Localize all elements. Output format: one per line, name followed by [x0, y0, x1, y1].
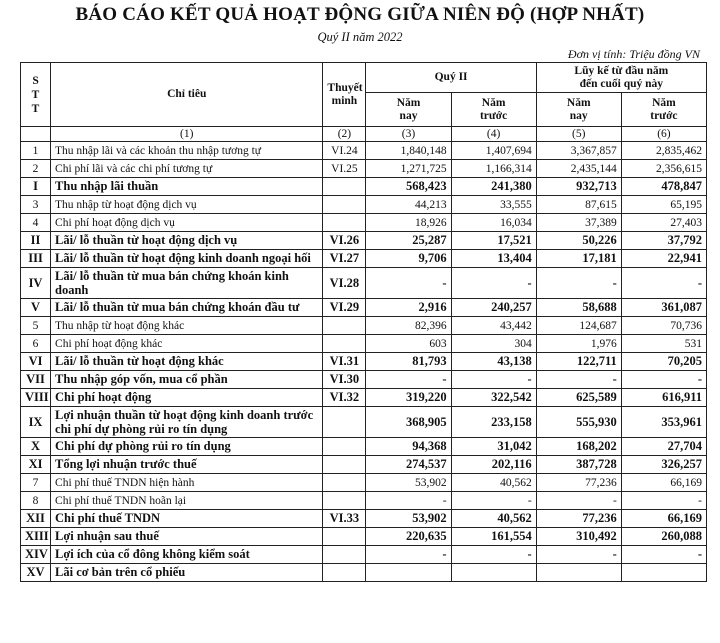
row-quarter-last-year: 202,116: [451, 456, 536, 474]
row-quarter-this-year: 1,840,148: [366, 142, 451, 160]
row-ytd-last-year: 361,087: [621, 299, 706, 317]
table-row: [21, 371, 707, 389]
row-quarter-this-year: -: [366, 371, 451, 389]
table-row: [21, 438, 707, 456]
row-note: [323, 407, 366, 438]
table-row: [21, 214, 707, 232]
row-ytd-last-year: 616,911: [621, 389, 706, 407]
row-ytd-last-year: 27,403: [621, 214, 706, 232]
table-row: [21, 250, 707, 268]
row-indicator: Chi phí thuế TNDN hiện hành: [51, 474, 323, 492]
row-quarter-last-year: -: [451, 492, 536, 510]
row-stt: II: [21, 232, 51, 250]
row-quarter-this-year: 220,635: [366, 528, 451, 546]
row-note: VI.26: [323, 232, 366, 250]
row-ytd-this-year: -: [536, 268, 621, 299]
column-number: (4): [451, 127, 536, 142]
row-quarter-this-year: 18,926: [366, 214, 451, 232]
row-ytd-last-year: 66,169: [621, 510, 706, 528]
row-ytd-this-year: 168,202: [536, 438, 621, 456]
row-quarter-this-year: 603: [366, 335, 451, 353]
row-ytd-last-year: 70,736: [621, 317, 706, 335]
row-ytd-this-year: 2,435,144: [536, 160, 621, 178]
row-note: [323, 214, 366, 232]
row-indicator: Lãi/ lỗ thuần từ hoạt động kinh doanh ngoại hối: [51, 250, 323, 268]
row-stt: I: [21, 178, 51, 196]
row-indicator: Lợi nhuận thuần từ hoạt động kinh doanh trước chi phí dự phòng rủi ro tín dụng: [51, 407, 323, 438]
row-indicator: Thu nhập từ hoạt động dịch vụ: [51, 196, 323, 214]
row-indicator: Lợi ích của cổ đông không kiểm soát: [51, 546, 323, 564]
row-ytd-last-year: [621, 564, 706, 582]
row-quarter-last-year: 33,555: [451, 196, 536, 214]
row-indicator: Thu nhập lãi thuần: [51, 178, 323, 196]
row-quarter-this-year: 368,905: [366, 407, 451, 438]
table-row: [21, 268, 707, 299]
row-ytd-this-year: 387,728: [536, 456, 621, 474]
row-ytd-this-year: 77,236: [536, 474, 621, 492]
row-ytd-last-year: 65,195: [621, 196, 706, 214]
row-stt: 7: [21, 474, 51, 492]
table-row: [21, 564, 707, 582]
row-note: [323, 474, 366, 492]
row-ytd-last-year: 260,088: [621, 528, 706, 546]
table-row: [21, 456, 707, 474]
row-quarter-last-year: 240,257: [451, 299, 536, 317]
row-ytd-last-year: 531: [621, 335, 706, 353]
row-note: VI.28: [323, 268, 366, 299]
row-ytd-last-year: 27,704: [621, 438, 706, 456]
row-quarter-last-year: 40,562: [451, 474, 536, 492]
row-ytd-last-year: -: [621, 492, 706, 510]
row-stt: V: [21, 299, 51, 317]
row-note: [323, 492, 366, 510]
row-ytd-last-year: 66,169: [621, 474, 706, 492]
row-indicator: Chi phí thuế TNDN hoãn lại: [51, 492, 323, 510]
row-ytd-this-year: 1,976: [536, 335, 621, 353]
column-number: (3): [366, 127, 451, 142]
column-number: (2): [323, 127, 366, 142]
column-number: [21, 127, 51, 142]
row-quarter-last-year: -: [451, 546, 536, 564]
row-quarter-this-year: 82,396: [366, 317, 451, 335]
column-number: (1): [51, 127, 323, 142]
table-row: [21, 407, 707, 438]
header-y-this-year: Năm nay: [536, 93, 621, 127]
row-ytd-this-year: -: [536, 546, 621, 564]
income-statement-table: [20, 62, 707, 582]
table-row: [21, 317, 707, 335]
header-note: Thuyết minh: [323, 63, 366, 127]
row-quarter-last-year: 161,554: [451, 528, 536, 546]
row-ytd-this-year: 37,389: [536, 214, 621, 232]
row-quarter-this-year: 44,213: [366, 196, 451, 214]
currency-unit: Đơn vị tính: Triệu đồng VN: [567, 47, 700, 61]
row-ytd-last-year: -: [621, 371, 706, 389]
row-stt: XIII: [21, 528, 51, 546]
row-quarter-this-year: 53,902: [366, 474, 451, 492]
table-row: [21, 335, 707, 353]
row-stt: 8: [21, 492, 51, 510]
row-ytd-this-year: 310,492: [536, 528, 621, 546]
row-indicator: Chi phí hoạt động: [51, 389, 323, 407]
row-quarter-last-year: 43,442: [451, 317, 536, 335]
row-indicator: Chi phí lãi và các chi phí tương tự: [51, 160, 323, 178]
header-stt: S T T: [21, 63, 51, 127]
row-indicator: Chi phí hoạt động khác: [51, 335, 323, 353]
row-ytd-last-year: -: [621, 546, 706, 564]
row-indicator: Thu nhập góp vốn, mua cổ phần: [51, 371, 323, 389]
row-stt: 3: [21, 196, 51, 214]
row-indicator: Chi phí hoạt động dịch vụ: [51, 214, 323, 232]
row-quarter-last-year: 304: [451, 335, 536, 353]
row-quarter-this-year: -: [366, 492, 451, 510]
row-stt: X: [21, 438, 51, 456]
report-period: Quý II năm 2022: [317, 30, 403, 44]
header-indicator: Chỉ tiêu: [51, 63, 323, 127]
row-note: [323, 196, 366, 214]
row-stt: VIII: [21, 389, 51, 407]
row-ytd-last-year: -: [621, 268, 706, 299]
row-stt: 2: [21, 160, 51, 178]
row-indicator: Chi phí dự phòng rủi ro tín dụng: [51, 438, 323, 456]
row-note: [323, 456, 366, 474]
row-quarter-this-year: 53,902: [366, 510, 451, 528]
row-stt: IV: [21, 268, 51, 299]
row-ytd-last-year: 22,941: [621, 250, 706, 268]
table-row: [21, 389, 707, 407]
row-quarter-last-year: 40,562: [451, 510, 536, 528]
row-ytd-this-year: 124,687: [536, 317, 621, 335]
row-quarter-this-year: 1,271,725: [366, 160, 451, 178]
row-note: VI.33: [323, 510, 366, 528]
row-quarter-this-year: 319,220: [366, 389, 451, 407]
row-note: VI.31: [323, 353, 366, 371]
row-quarter-this-year: -: [366, 546, 451, 564]
row-note: VI.25: [323, 160, 366, 178]
row-ytd-this-year: -: [536, 371, 621, 389]
report-title: BÁO CÁO KẾT QUẢ HOẠT ĐỘNG GIỮA NIÊN ĐỘ (HỢP NHẤT): [75, 4, 645, 25]
table-row: [21, 232, 707, 250]
row-stt: IX: [21, 407, 51, 438]
row-quarter-this-year: 2,916: [366, 299, 451, 317]
row-indicator: Lãi/ lỗ thuần từ mua bán chứng khoán kinh doanh: [51, 268, 323, 299]
table-row: [21, 546, 707, 564]
table-row: [21, 160, 707, 178]
row-stt: XV: [21, 564, 51, 582]
row-quarter-this-year: 274,537: [366, 456, 451, 474]
row-quarter-last-year: 43,138: [451, 353, 536, 371]
row-quarter-last-year: 322,542: [451, 389, 536, 407]
row-stt: XI: [21, 456, 51, 474]
row-quarter-last-year: 13,404: [451, 250, 536, 268]
table-row: [21, 474, 707, 492]
row-ytd-this-year: 625,589: [536, 389, 621, 407]
row-ytd-this-year: 555,930: [536, 407, 621, 438]
row-note: [323, 317, 366, 335]
row-quarter-last-year: [451, 564, 536, 582]
row-ytd-last-year: 2,356,615: [621, 160, 706, 178]
row-indicator: Thu nhập từ hoạt động khác: [51, 317, 323, 335]
row-ytd-last-year: 326,257: [621, 456, 706, 474]
row-stt: III: [21, 250, 51, 268]
table-row: [21, 528, 707, 546]
row-stt: 5: [21, 317, 51, 335]
row-quarter-this-year: 9,706: [366, 250, 451, 268]
header-quarter: Quý II: [366, 63, 536, 93]
row-quarter-last-year: 31,042: [451, 438, 536, 456]
row-quarter-this-year: 81,793: [366, 353, 451, 371]
row-note: VI.30: [323, 371, 366, 389]
row-stt: XIV: [21, 546, 51, 564]
row-stt: 1: [21, 142, 51, 160]
row-quarter-this-year: 94,368: [366, 438, 451, 456]
row-indicator: Lợi nhuận sau thuế: [51, 528, 323, 546]
row-indicator: Lãi/ lỗ thuần từ hoạt động khác: [51, 353, 323, 371]
row-quarter-last-year: -: [451, 371, 536, 389]
row-quarter-last-year: -: [451, 268, 536, 299]
row-quarter-last-year: 16,034: [451, 214, 536, 232]
row-ytd-last-year: 37,792: [621, 232, 706, 250]
row-stt: 4: [21, 214, 51, 232]
row-note: [323, 335, 366, 353]
row-note: [323, 178, 366, 196]
table-row: [21, 353, 707, 371]
header-q-last-year: Năm trước: [451, 93, 536, 127]
table-row: [21, 492, 707, 510]
column-number-row: [21, 127, 707, 142]
row-ytd-last-year: 70,205: [621, 353, 706, 371]
row-indicator: Chi phí thuế TNDN: [51, 510, 323, 528]
row-ytd-this-year: [536, 564, 621, 582]
row-quarter-this-year: -: [366, 268, 451, 299]
column-number: (6): [621, 127, 706, 142]
row-ytd-this-year: 77,236: [536, 510, 621, 528]
row-quarter-this-year: 25,287: [366, 232, 451, 250]
table-row: [21, 510, 707, 528]
row-ytd-this-year: 50,226: [536, 232, 621, 250]
row-note: [323, 438, 366, 456]
header-ytd: Lũy kế từ đầu năm đến cuối quý này: [536, 63, 706, 93]
row-indicator: Lãi/ lỗ thuần từ mua bán chứng khoán đầu tư: [51, 299, 323, 317]
row-quarter-last-year: 17,521: [451, 232, 536, 250]
row-quarter-last-year: 233,158: [451, 407, 536, 438]
row-stt: VII: [21, 371, 51, 389]
row-note: [323, 528, 366, 546]
row-stt: VI: [21, 353, 51, 371]
table-row: [21, 178, 707, 196]
row-ytd-this-year: 932,713: [536, 178, 621, 196]
row-stt: 6: [21, 335, 51, 353]
row-quarter-last-year: 1,407,694: [451, 142, 536, 160]
row-ytd-this-year: 17,181: [536, 250, 621, 268]
table-row: [21, 196, 707, 214]
column-number: (5): [536, 127, 621, 142]
row-quarter-this-year: [366, 564, 451, 582]
row-quarter-last-year: 1,166,314: [451, 160, 536, 178]
header-q-this-year: Năm nay: [366, 93, 451, 127]
row-note: VI.24: [323, 142, 366, 160]
row-note: VI.27: [323, 250, 366, 268]
row-indicator: Thu nhập lãi và các khoản thu nhập tương tự: [51, 142, 323, 160]
row-note: [323, 564, 366, 582]
row-note: VI.29: [323, 299, 366, 317]
row-ytd-this-year: 122,711: [536, 353, 621, 371]
row-ytd-this-year: 58,688: [536, 299, 621, 317]
table-row: [21, 142, 707, 160]
row-indicator: Lãi/ lỗ thuần từ hoạt động dịch vụ: [51, 232, 323, 250]
row-indicator: Lãi cơ bản trên cổ phiếu: [51, 564, 323, 582]
header-y-last-year: Năm trước: [621, 93, 706, 127]
table-row: [21, 299, 707, 317]
row-quarter-last-year: 241,380: [451, 178, 536, 196]
row-indicator: Tổng lợi nhuận trước thuế: [51, 456, 323, 474]
row-stt: XII: [21, 510, 51, 528]
row-ytd-this-year: 3,367,857: [536, 142, 621, 160]
row-ytd-last-year: 478,847: [621, 178, 706, 196]
row-ytd-this-year: 87,615: [536, 196, 621, 214]
row-quarter-this-year: 568,423: [366, 178, 451, 196]
row-note: VI.32: [323, 389, 366, 407]
row-ytd-last-year: 2,835,462: [621, 142, 706, 160]
row-ytd-this-year: -: [536, 492, 621, 510]
row-ytd-last-year: 353,961: [621, 407, 706, 438]
row-note: [323, 546, 366, 564]
